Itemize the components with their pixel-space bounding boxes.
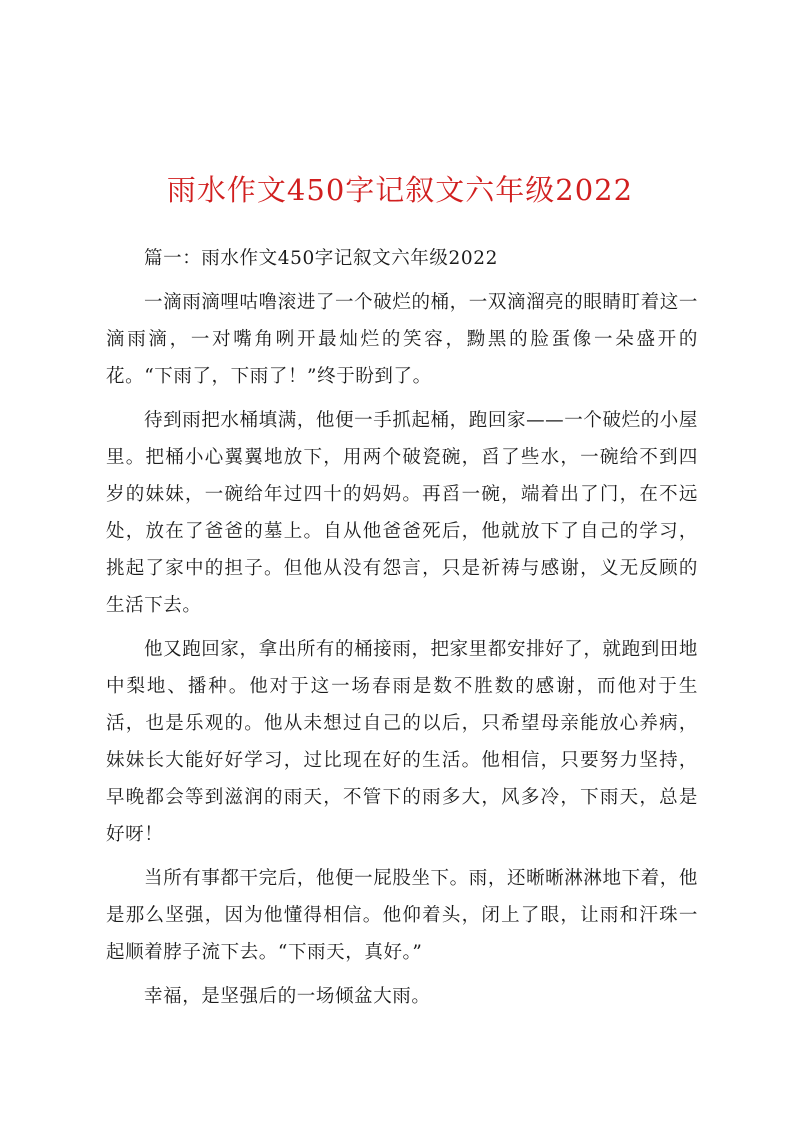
- paragraph-4: 当所有事都干完后，他便一屁股坐下。雨，还晰晰淋淋地下着，他是那么坚强，因为他懂得相信。他仰着头，闭上了眼，让雨和汗珠一起顺着脖子流下去。“下雨天，真好。”: [106, 868, 698, 963]
- paragraph-2: 待到雨把水桶填满，他便一手抓起桶，跑回家——一个破烂的小屋里。把桶小心翼翼地放下，用两个破瓷碗，舀了些水，一碗给不到四岁的妹妹，一碗给年过四十的妈妈。再舀一碗，端着出了门，在不远处，放在了爸爸的墓上。自从他爸爸死后，他就放下了自己的学习，挑起了家中的担子。但他从没有怨言，只是祈祷与感谢，义无反顾的生活下去。: [106, 410, 698, 616]
- paragraph-1: 一滴雨滴哩咕噜滚进了一个破烂的桶，一双滴溜亮的眼睛盯着这一滴雨滴，一对嘴角咧开最灿烂的笑容，黝黑的脸蛋像一朵盛开的花。“下雨了，下雨了！”终于盼到了。: [106, 292, 698, 387]
- paragraph-subtitle: 篇一：雨水作文450字记叙文六年级2022: [144, 248, 498, 269]
- paragraph-5: 幸福，是坚强后的一场倾盆大雨。: [144, 986, 431, 1007]
- document-title: 雨水作文450字记叙文六年级2022: [166, 173, 634, 207]
- paragraph-3: 他又跑回家，拿出所有的桶接雨，把家里都安排好了，就跑到田地中梨地、播种。他对于这一场春雨是数不胜数的感谢，而他对于生活，也是乐观的。他从未想过自己的以后，只希望母亲能放心养病，妹妹长大能好好学习，过比现在好的生活。他相信，只要努力坚持，早晚都会等到滋润的雨天，不管下的雨多大，风多冷，下雨天，总是好呀！: [106, 639, 698, 845]
- document-body: [106, 240, 698, 1022]
